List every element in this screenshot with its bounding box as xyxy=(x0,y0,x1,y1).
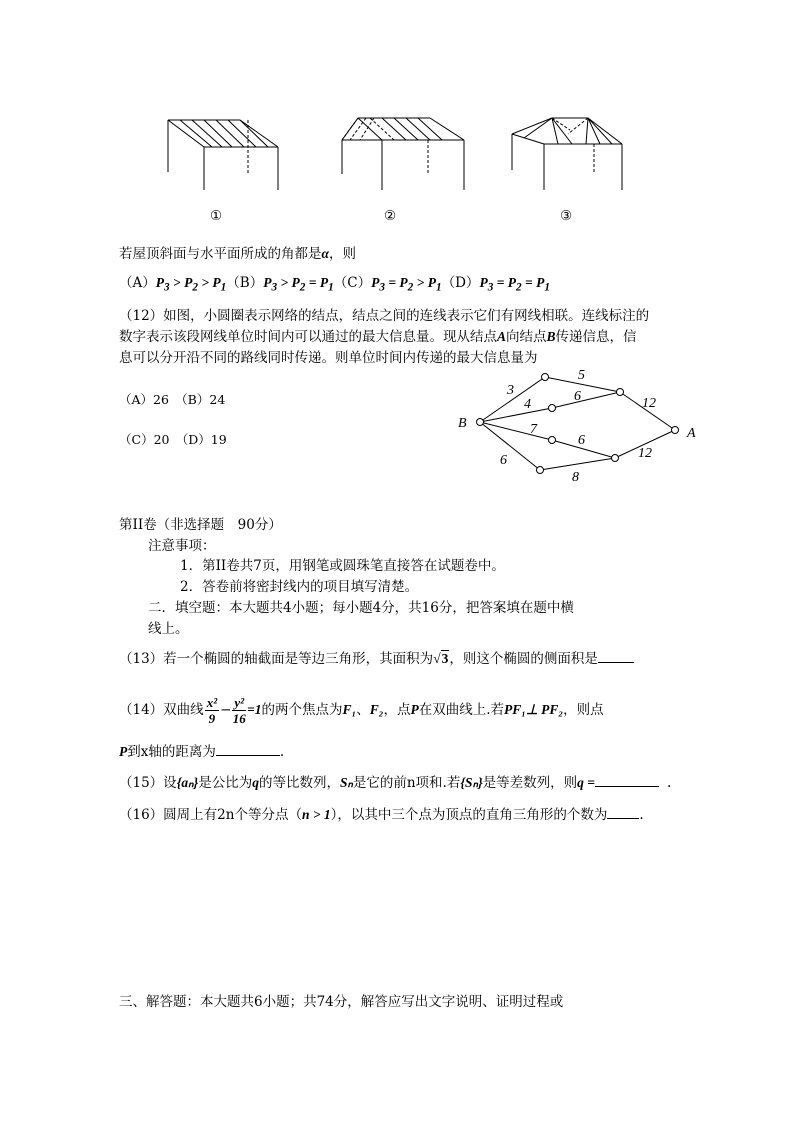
edge-label: 12 xyxy=(642,396,656,411)
q11-option-d-label: （D） xyxy=(441,275,480,291)
network-label-a: A xyxy=(687,426,696,441)
edge-label: 7 xyxy=(530,422,537,437)
note-2: 2．答卷前将密封线内的项目填写清楚。 xyxy=(180,579,419,595)
roof-figure-3 xyxy=(512,118,622,190)
edge-label: 12 xyxy=(638,446,652,461)
network-label-b: B xyxy=(458,416,467,431)
fraction-y2-16: $\frac{\text{y²}}{16}$ xyxy=(232,695,246,726)
roof-figure-1 xyxy=(168,120,278,190)
answer-blank-14[interactable] xyxy=(216,743,280,756)
fill-section-title-2: 线上。 xyxy=(148,621,189,637)
q11-option-a: $P_3 > P_2 > P_1$ xyxy=(155,275,227,294)
network-node xyxy=(617,389,624,396)
q11-option-b: $P_3 > P_2 = P_1$ xyxy=(263,275,334,294)
figure-label-2: ② xyxy=(384,208,397,224)
q11-option-d: $P_3 = P_2 = P_1$ xyxy=(479,275,550,294)
question-13: （13）若一个椭圆的轴截面是等边三角形，其面积为√3，则这个椭圆的侧面积是 xyxy=(119,649,634,669)
answer-blank-15[interactable] xyxy=(595,774,659,787)
network-node xyxy=(537,467,544,474)
edge-label: 4 xyxy=(524,397,531,412)
note-1: 1．第II卷共7页，用钢笔或圆珠笔直接答在试题卷中。 xyxy=(180,558,505,574)
network-node xyxy=(542,374,549,381)
q11-condition: 若屋顶斜面与水平面所成的角都是α，则 xyxy=(119,246,356,262)
answer-blank-16[interactable] xyxy=(607,806,639,819)
edge-label: 6 xyxy=(578,433,585,448)
q12-line-1: （12）如图，小圆圈表示网络的结点，结点之间的连线表示它们有网线相联。连线标注的 xyxy=(119,308,650,324)
q11-option-c-label: （C） xyxy=(333,275,372,291)
fraction-x2-9: $\frac{\text{x²}}{9}$ xyxy=(206,695,218,726)
question-14: （14）双曲线 $\frac{\text{x²}}{9}$ − $\frac{\text{y²}}{16}$ =1的两个焦点为F₁、F₂，点P在双曲线上.若PF₁⊥ PF₂，则点 xyxy=(119,695,604,726)
network-node xyxy=(549,405,556,412)
question-15: （15）设{aₙ}是公比为q的等比数列，Sₙ是它的前n项和.若{Sₙ}是等差数列，则q = . xyxy=(119,775,672,791)
part3-title: 三、解答题：本大题共6小题；共74分，解答应写出文字说明、证明过程或 xyxy=(119,994,564,1010)
notes-title: 注意事项： xyxy=(148,538,216,554)
q11-options xyxy=(119,273,550,298)
q12-line-2: 数字表示该段网线单位时间内可以通过的最大信息量。现从结点A向结点B传递信息，信 xyxy=(119,329,637,345)
roof-figure-2 xyxy=(342,118,464,190)
question-14-line-2: P到x轴的距离为 . xyxy=(119,744,285,760)
sqrt-three: √3 xyxy=(433,651,449,666)
q11-option-b-label: （B） xyxy=(226,275,264,291)
roof-figures xyxy=(160,110,630,195)
question-16: （16）圆周上有2n个等分点（n > 1），以其中三个点为顶点的直角三角形的个数为 . xyxy=(119,807,644,823)
q12-options-row-1: （A）26 （B）24 xyxy=(119,392,226,407)
edge-label: 3 xyxy=(507,383,514,398)
network-diagram xyxy=(450,365,710,490)
edge-label: 5 xyxy=(578,368,585,383)
edge-label: 8 xyxy=(572,470,579,485)
figure-label-1: ① xyxy=(210,208,223,224)
q12-options-row-2: （C）20 （D）19 xyxy=(119,432,227,447)
answer-blank-13[interactable] xyxy=(598,650,634,663)
network-node-a xyxy=(672,427,679,434)
q11-option-c: $P_3 = P_2 > P_1$ xyxy=(371,275,442,294)
part2-title: 第II卷（非选择题 90分） xyxy=(119,517,282,533)
fill-section-title-1: 二．填空题：本大题共4小题；每小题4分，共16分，把答案填在题中横 xyxy=(148,600,574,616)
q12-line-3: 息可以分开沿不同的路线同时传递。则单位时间内传递的最大信息量为 xyxy=(119,350,538,366)
edge-label: 6 xyxy=(574,389,581,404)
figure-label-3: ③ xyxy=(560,208,573,224)
network-node xyxy=(612,455,619,462)
edge-label: 6 xyxy=(500,453,507,468)
network-node-b xyxy=(477,419,484,426)
network-node xyxy=(549,437,556,444)
q11-option-a-label: （A） xyxy=(119,275,156,291)
